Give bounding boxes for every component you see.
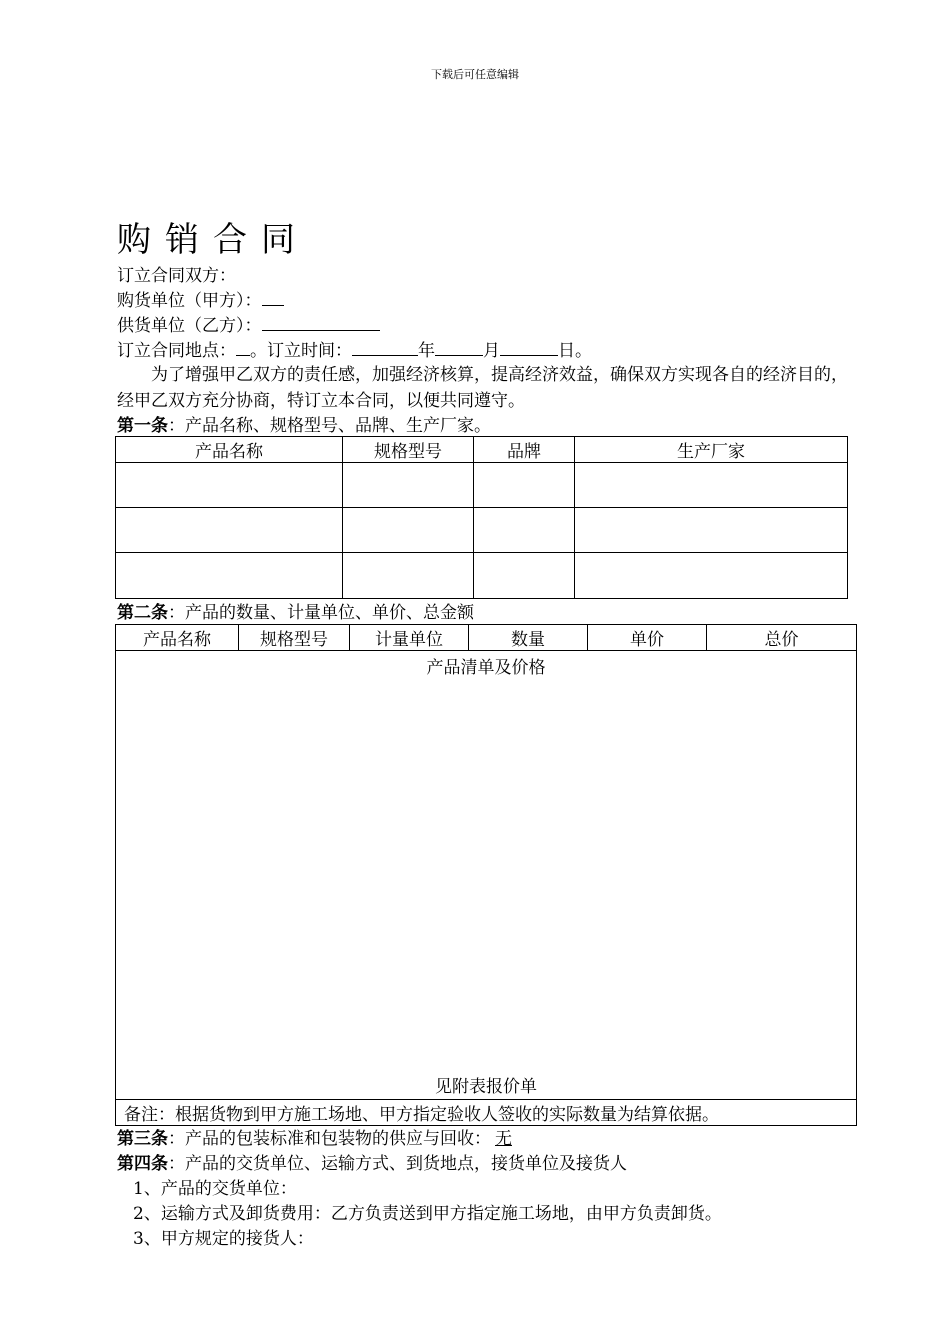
table-cell[interactable] bbox=[575, 553, 848, 599]
document-title: 购销合同 bbox=[117, 220, 309, 260]
article1-heading bbox=[117, 414, 491, 438]
table-cell[interactable] bbox=[343, 508, 474, 553]
day-label: 日。 bbox=[558, 341, 592, 361]
table-cell[interactable] bbox=[343, 463, 474, 508]
table-header-row bbox=[116, 437, 848, 463]
table-header-row bbox=[116, 625, 857, 651]
place-blank[interactable] bbox=[236, 339, 250, 356]
header-note: 下载后可任意编辑 bbox=[431, 68, 519, 81]
article1-table bbox=[115, 436, 848, 599]
table-cell[interactable] bbox=[474, 553, 575, 599]
intro-paragraph: 为了增强甲乙双方的责任感，加强经济核算，提高经济效益，确保双方实现各自的经济目的，经甲乙双方充分协商，特订立本合同，以便共同遵守。 bbox=[117, 365, 848, 411]
table-cell[interactable] bbox=[116, 553, 343, 599]
date-label: 。订立时间： bbox=[250, 341, 352, 361]
table-cell[interactable] bbox=[343, 553, 474, 599]
article4-text: ：产品的交货单位、运输方式、到货地点，接货单位及接货人 bbox=[168, 1154, 627, 1174]
buyer-label: 购货单位（甲方）： bbox=[117, 291, 262, 311]
parties-line: 订立合同双方： bbox=[117, 266, 236, 286]
month-label: 月 bbox=[483, 341, 500, 361]
article4-item: 1、产品的交货单位： bbox=[133, 1179, 297, 1199]
supplier-blank[interactable] bbox=[262, 314, 380, 331]
buyer-line bbox=[117, 289, 284, 313]
col-spec: 规格型号 bbox=[343, 437, 474, 463]
table-cell[interactable] bbox=[116, 463, 343, 508]
article3-text: ：产品的包装标准和包装物的供应与回收： bbox=[168, 1129, 491, 1149]
article2-label: 第二条 bbox=[117, 603, 168, 623]
table-row bbox=[116, 463, 848, 508]
year-blank[interactable] bbox=[352, 339, 418, 356]
article4-label: 第四条 bbox=[117, 1154, 168, 1174]
article4-heading bbox=[117, 1152, 627, 1176]
col-unit-price: 单价 bbox=[588, 625, 707, 651]
supplier-line bbox=[117, 314, 380, 338]
product-list-title: 产品清单及价格 bbox=[426, 658, 546, 678]
product-list-footer: 见附表报价单 bbox=[435, 1077, 537, 1097]
col-brand: 品牌 bbox=[474, 437, 575, 463]
place-date-line bbox=[117, 339, 592, 363]
article3-value: 无 bbox=[495, 1129, 512, 1149]
col-quantity: 数量 bbox=[469, 625, 588, 651]
article4-item: 3、甲方规定的接货人： bbox=[133, 1229, 314, 1249]
table-cell[interactable] bbox=[575, 463, 848, 508]
col-spec: 规格型号 bbox=[239, 625, 350, 651]
year-label: 年 bbox=[418, 341, 435, 361]
article2-table bbox=[115, 624, 857, 1126]
product-list-cell bbox=[116, 651, 857, 1100]
supplier-label: 供货单位（乙方）： bbox=[117, 316, 262, 336]
buyer-blank[interactable] bbox=[262, 289, 284, 306]
remark-text: 备注：根据货物到甲方施工场地、甲方指定验收人签收的实际数量为结算依据。 bbox=[116, 1100, 857, 1126]
product-list-row bbox=[116, 651, 857, 1100]
table-row bbox=[116, 553, 848, 599]
article2-text: ：产品的数量、计量单位、单价、总金额 bbox=[168, 603, 474, 623]
table-row bbox=[116, 508, 848, 553]
col-total-price: 总价 bbox=[707, 625, 857, 651]
table-cell[interactable] bbox=[474, 463, 575, 508]
table-cell[interactable] bbox=[575, 508, 848, 553]
article3-heading bbox=[117, 1127, 516, 1151]
remark-row bbox=[116, 1100, 857, 1126]
article4-item: 2、运输方式及卸货费用：乙方负责送到甲方指定施工场地，由甲方负责卸货。 bbox=[133, 1204, 722, 1224]
table-cell[interactable] bbox=[116, 508, 343, 553]
col-product-name: 产品名称 bbox=[116, 437, 343, 463]
col-unit: 计量单位 bbox=[350, 625, 469, 651]
article1-text: ：产品名称、规格型号、品牌、生产厂家。 bbox=[168, 416, 491, 436]
article3-label: 第三条 bbox=[117, 1129, 168, 1149]
col-manufacturer: 生产厂家 bbox=[575, 437, 848, 463]
day-blank[interactable] bbox=[500, 339, 558, 356]
article2-heading bbox=[117, 601, 474, 625]
table-cell[interactable] bbox=[474, 508, 575, 553]
article1-label: 第一条 bbox=[117, 416, 168, 436]
place-label: 订立合同地点： bbox=[117, 341, 236, 361]
month-blank[interactable] bbox=[435, 339, 483, 356]
col-product-name: 产品名称 bbox=[116, 625, 239, 651]
